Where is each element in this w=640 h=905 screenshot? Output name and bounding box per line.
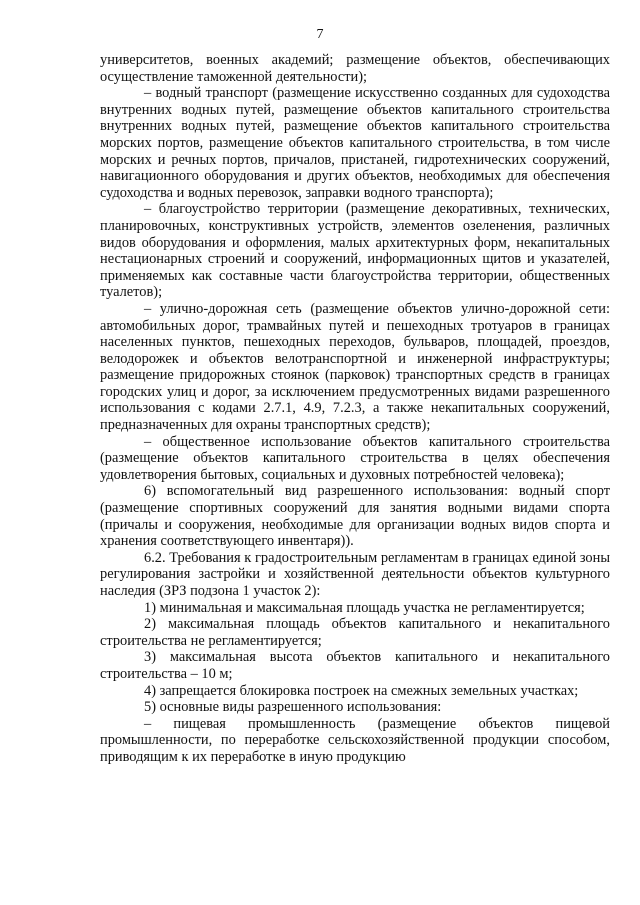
- page-number: 7: [316, 27, 324, 42]
- paragraph-territory-improvement: – благоустройство территории (размещение декоративных, технических, планировочных, конструктивных устройств, элементов озеленения, различных видов оборудования и оформления, малых архитектурных форм, некапитальных нестационарных строений и сооружений, информационных щитов и указателей, применяемых как составные части благоустройства территории, общественных туалетов);: [100, 201, 610, 301]
- paragraph-item-4: 4) запрещается блокировка построек на смежных земельных участках;: [144, 682, 579, 699]
- paragraph-food-industry: – пищевая промышленность (размещение объектов пищевой промышленности, по переработке сельскохозяйственной продукции способом, приводящим к их переработке в иную продукцию: [100, 715, 610, 765]
- paragraph-continuation: университетов, военных академий; размещение объектов, обеспечивающих осуществление таможенной деятельности);: [100, 52, 610, 85]
- paragraph-auxiliary-use: 6) вспомогательный вид разрешенного использования: водный спорт (размещение спортивных сооружений для занятия водными видами спорта (причалы и сооружения, необходимые для организации водных видов спорта и хранения соответствующего инвентаря)).: [100, 483, 610, 550]
- paragraph-item-1: 1) минимальная и максимальная площадь участка не регламентируется;: [144, 599, 585, 616]
- paragraph-item-2: 2) максимальная площадь объектов капитального и некапитального строительства не регламентируется;: [100, 616, 610, 649]
- paragraph-item-5: 5) основные виды разрешенного использования:: [144, 699, 442, 716]
- paragraph-public-use: – общественное использование объектов капитального строительства (размещение объектов капитального строительства в целях обеспечения удовлетворения бытовых, социальных и духовных потребностей человека);: [100, 433, 610, 483]
- paragraph-water-transport: – водный транспорт (размещение искусственно созданных для судоходства внутренних водных путей, размещение объектов капитального строительства внутренних водных путей, размещение объектов капитального строительства морских портов, размещение объектов капитального строительства, в том числе морских и речных портов, причалов, пристаней, гидротехнических сооружений, навигационного оборудования и других объектов, необходимых для обеспечения судоходства и водных перевозок, заправки водного транспорта);: [100, 85, 610, 201]
- paragraph-section-6-2: 6.2. Требования к градостроительным регламентам в границах единой зоны регулирования застройки и хозяйственной деятельности объектов культурного наследия (ЗРЗ подзона 1 участок 2):: [100, 549, 610, 599]
- paragraph-item-3: 3) максимальная высота объектов капитального и некапитального строительства – 10 м;: [100, 649, 610, 682]
- document-body: [100, 52, 610, 766]
- paragraph-street-road-network: – улично-дорожная сеть (размещение объектов улично-дорожной сети: автомобильных дорог, трамвайных путей и пешеходных тротуаров в границах населенных пунктов, пешеходных переходов, бульваров, площадей, проездов, велодорожек и объектов велотранспортной и инженерной инфраструктуры; размещение придорожных стоянок (парковок) транспортных средств в границах городских улиц и дорог, за исключением предусмотренных видами разрешенного использования с кодами 2.7.1, 4.9, 7.2.3, а также некапитальных сооружений, предназначенных для охраны транспортных средств);: [100, 300, 610, 434]
